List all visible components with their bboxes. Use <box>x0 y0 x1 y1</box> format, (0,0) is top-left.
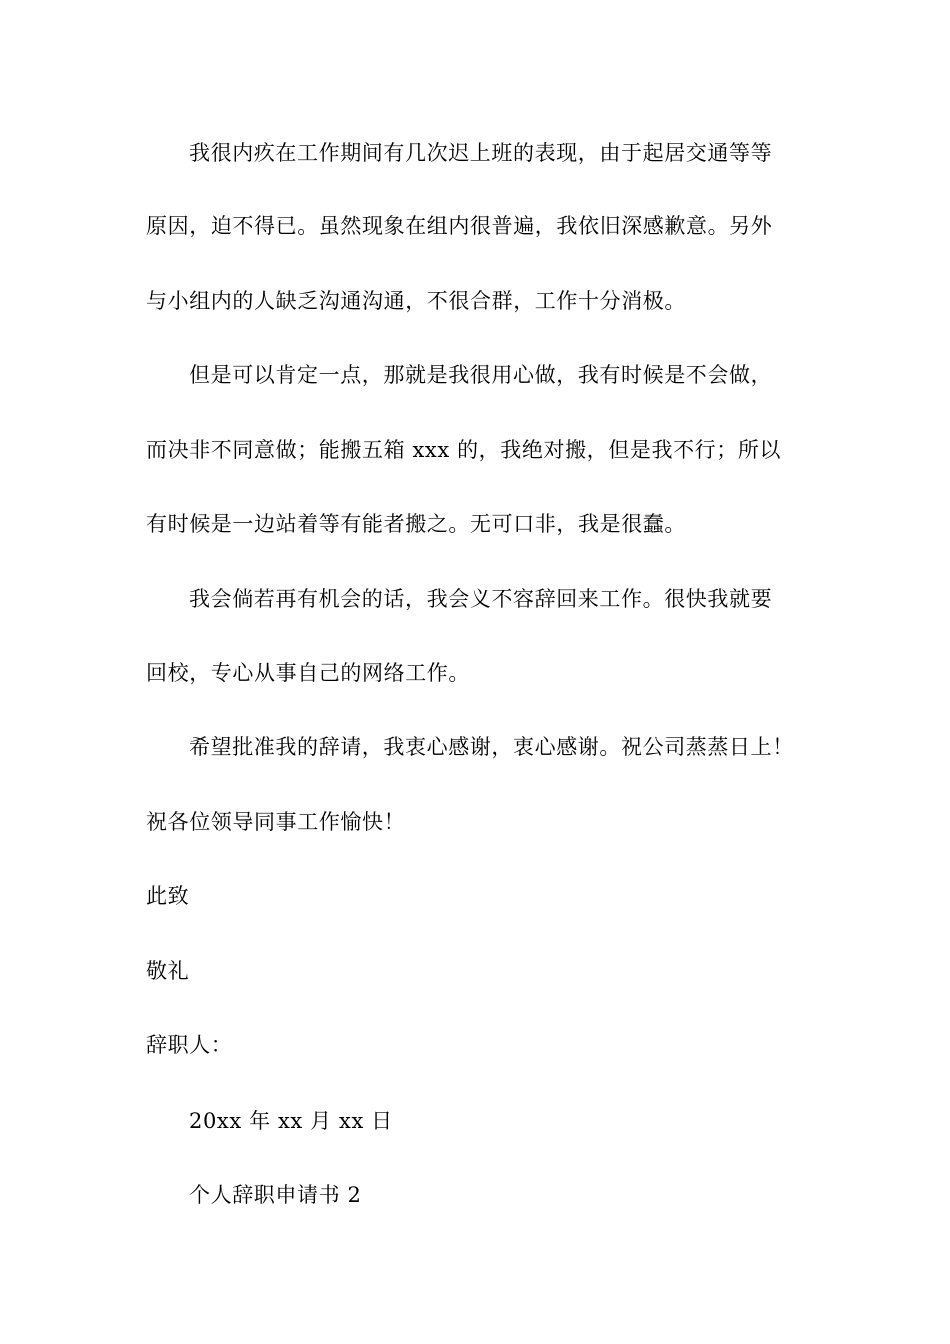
paragraph-2-line-1: 但是可以肯定一点，那就是我很用心做，我有时候是不会做， <box>189 363 773 387</box>
paragraph-2-line-3: 有时候是一边站着等有能者搬之。无可口非，我是很蠢。 <box>146 512 686 536</box>
closing-regards: 敬礼 <box>146 959 190 983</box>
paragraph-4-line-1: 希望批准我的辞请，我衷心感谢，衷心感谢。祝公司蒸蒸日上！ <box>189 735 794 759</box>
paragraph-1-line-1: 我很内疚在工作期间有几次迟上班的表现，由于起居交通等等 <box>189 141 773 165</box>
date-line: 20xx 年 xx 月 xx 日 <box>189 1109 393 1133</box>
paragraph-3-line-1: 我会倘若再有机会的话，我会义不容辞回来工作。很快我就要 <box>189 587 773 611</box>
paragraph-1-line-2: 原因，迫不得已。虽然现象在组内很普遍，我依旧深感歉意。另外 <box>146 214 773 238</box>
paragraph-1-line-3: 与小组内的人缺乏沟通沟通，不很合群，工作十分消极。 <box>146 289 686 313</box>
paragraph-2-line-2: 而决非不同意做；能搬五箱 xxx 的，我绝对搬，但是我不行；所以 <box>146 438 782 462</box>
section-title: 个人辞职申请书 2 <box>189 1183 362 1207</box>
signature-label: 辞职人： <box>146 1033 233 1057</box>
paragraph-4-line-2: 祝各位领导同事工作愉快！ <box>146 810 406 834</box>
paragraph-3-line-2: 回校，专心从事自己的网络工作。 <box>146 661 470 685</box>
closing-salutation: 此致 <box>146 884 190 908</box>
